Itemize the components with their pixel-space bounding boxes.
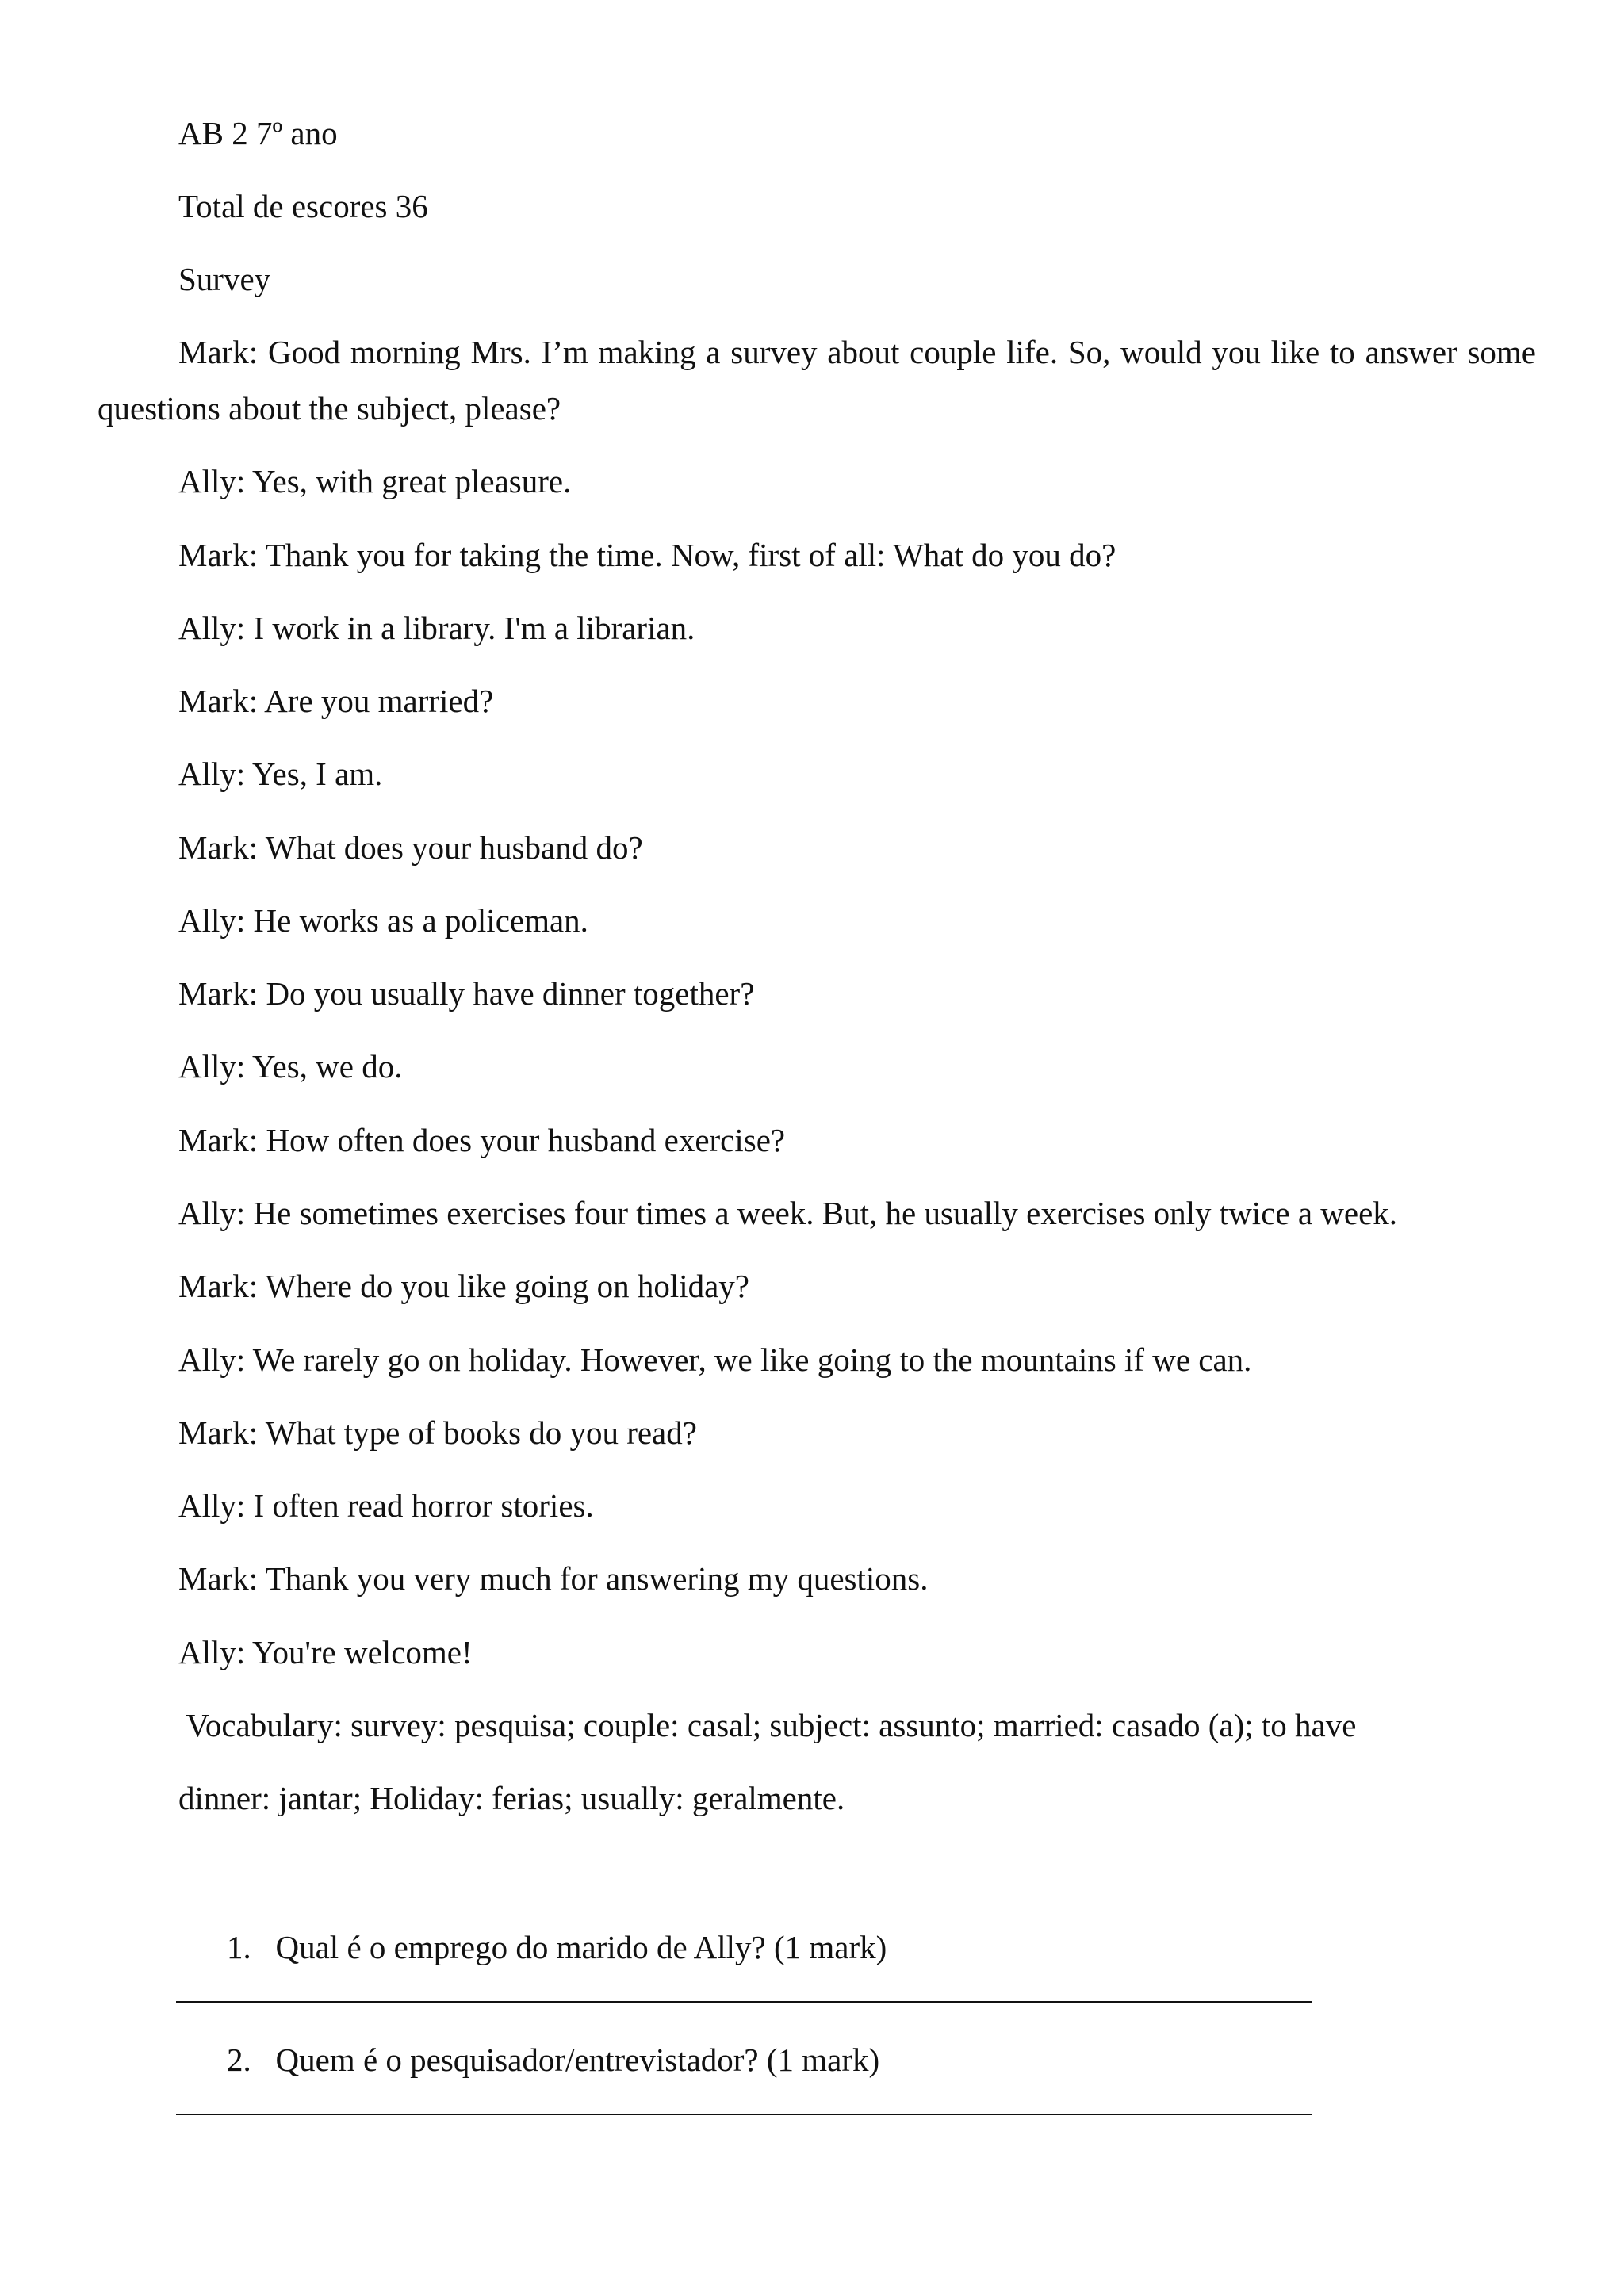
dialogue-line: Mark: Do you usually have dinner together? <box>178 975 755 1012</box>
dialogue-line: Mark: How often does your husband exercise? <box>178 1122 786 1158</box>
intro-line-2: questions about the subject, please? <box>98 390 561 427</box>
answer-line-2[interactable] <box>176 2114 1312 2115</box>
dialogue-line: Ally: I work in a library. I'm a librarian. <box>178 610 695 646</box>
dialogue-line: Mark: What type of books do you read? <box>178 1414 697 1451</box>
dialogue-line: Mark: What does your husband do? <box>178 829 643 866</box>
dialogue-line: Ally: Yes, we do. <box>178 1048 403 1085</box>
question-2: 2. Quem é o pesquisador/entrevistador? (1 mark) <box>227 2042 880 2078</box>
dialogue-line: Ally: You're welcome! <box>178 1634 473 1670</box>
intro-line-1: Mark: Good morning Mrs. I’m making a survey about couple life. So, would you like to answer some <box>178 334 1536 370</box>
dialogue-line: Mark: Are you married? <box>178 683 494 719</box>
dialogue-line: Mark: Thank you for taking the time. Now, first of all: What do you do? <box>178 537 1116 573</box>
dialogue-line: Ally: Yes, I am. <box>178 756 383 792</box>
document-title: Survey <box>178 261 271 297</box>
answer-line-1[interactable] <box>176 2001 1312 2003</box>
total-score: Total de escores 36 <box>178 188 428 224</box>
dialogue-line: Ally: We rarely go on holiday. However, we like going to the mountains if we can. <box>178 1341 1252 1378</box>
dialogue-line: Ally: Yes, with great pleasure. <box>178 463 572 499</box>
question-1: 1. Qual é o emprego do marido de Ally? (1 mark) <box>227 1929 887 1965</box>
vocabulary-line-2: dinner: jantar; Holiday: ferias; usually: geralmente. <box>178 1780 845 1816</box>
dialogue-line: Mark: Thank you very much for answering my questions. <box>178 1560 929 1597</box>
dialogue-line: Ally: I often read horror stories. <box>178 1487 594 1524</box>
class-label: AB 2 7º ano <box>178 115 338 151</box>
dialogue-line: Ally: He works as a policeman. <box>178 902 588 939</box>
dialogue-line: Ally: He sometimes exercises four times a week. But, he usually exercises only twice a week. <box>178 1195 1398 1231</box>
dialogue-line: Mark: Where do you like going on holiday? <box>178 1268 750 1304</box>
vocabulary-line-1: Vocabulary: survey: pesquisa; couple: casal; subject: assunto; married: casado (a); to have <box>178 1707 1357 1743</box>
